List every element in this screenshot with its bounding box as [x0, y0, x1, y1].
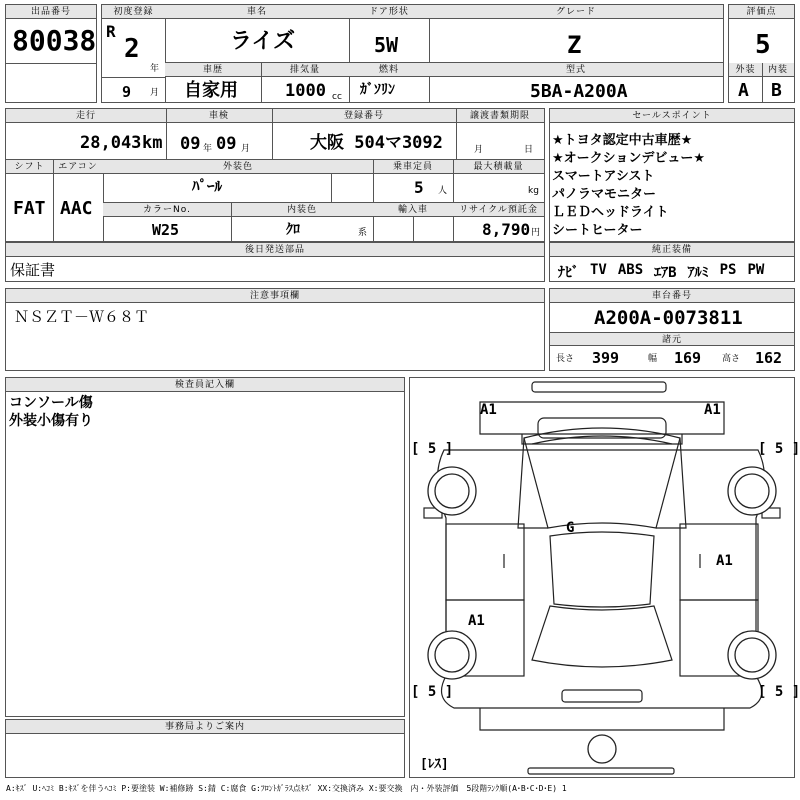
interior-color: ｸﾛ: [286, 222, 300, 238]
month-unit: 月: [150, 88, 160, 98]
import-label: 輸入車: [373, 203, 453, 217]
max-load-label: 最大積載量: [453, 160, 544, 174]
equipment-item: ﾅﾋﾞ: [558, 265, 579, 281]
chassis-label: 車台番号: [550, 289, 794, 303]
inspection-month-unit: 月: [241, 144, 251, 154]
selling-point: シートヒーター: [552, 223, 643, 238]
selling-point: ★トヨタ認定中古車歴★: [552, 133, 693, 148]
equipment-item: ｱﾙﾐ: [687, 265, 709, 281]
history: 自家用: [184, 80, 238, 101]
fuel: ｶﾞｿﾘﾝ: [360, 82, 395, 98]
first-reg-year: 2: [124, 34, 140, 64]
score-label: 評価点: [729, 5, 794, 19]
displacement: 1000: [285, 81, 326, 101]
spare-tire-score: [ﾚｽ]: [420, 757, 449, 772]
displacement-label: 排気量: [261, 63, 349, 77]
equipment-item: ｴｱB: [654, 265, 677, 281]
transfer-deadline-label: 譲渡書類期限: [456, 109, 544, 123]
lot-number-box: [5, 4, 97, 103]
aircon-label: エアコン: [53, 160, 103, 174]
inspector-box: [5, 377, 405, 717]
exterior-grade-label: 外装: [729, 63, 762, 77]
door-type: 5W: [374, 33, 399, 57]
chassis-number: A200A-0073811: [594, 307, 743, 329]
exterior-grade: A: [738, 80, 749, 101]
tire-score-front-right: [ 5 ]: [758, 441, 800, 457]
recycle-fee: 8,790: [482, 220, 531, 239]
capacity-label: 乗車定員: [373, 160, 453, 174]
later-parts-box: [5, 242, 545, 282]
mileage-unit: km: [142, 133, 163, 153]
interior-grade: B: [771, 80, 782, 101]
length-label: 長さ: [556, 354, 575, 364]
score-box: [728, 4, 795, 103]
inspector-note: コンソール傷: [9, 395, 93, 411]
inspection-year-unit: 年: [203, 144, 213, 154]
equipment-item: PS: [719, 262, 737, 278]
inspection-month: 09: [216, 134, 237, 154]
damage-mark-windshield: G: [566, 520, 575, 536]
plate-number: 大阪 504マ3092: [310, 133, 443, 153]
car-diagram: [410, 378, 794, 777]
inspection-label: 車検: [166, 109, 272, 123]
tire-score-rear-right: [ 5 ]: [758, 684, 800, 700]
car-diagram-box: [409, 377, 800, 778]
plate-label: 登録番号: [272, 109, 456, 123]
later-parts-label: 後日発送部品: [6, 243, 544, 257]
genuine-equipment-list: [558, 262, 764, 282]
color-no: W25: [152, 221, 180, 239]
damage-mark-front-left: A1: [480, 402, 497, 418]
selling-point: スマートアシスト: [552, 169, 655, 184]
specs-label: 諸元: [550, 332, 794, 346]
mileage: 28,043: [80, 133, 142, 153]
genuine-equipment-box: [549, 242, 795, 282]
equipment-item: TV: [590, 262, 607, 278]
lot-number: 80038: [12, 24, 97, 57]
office-box: [5, 719, 405, 778]
exterior-color: ﾊﾟｰﾙ: [192, 177, 223, 195]
recycle-unit: 円: [531, 228, 541, 238]
details-box: [5, 108, 545, 242]
damage-mark-left-rear: A1: [468, 613, 485, 629]
car-name: ライズ: [230, 29, 296, 54]
model: 5BA-A200A: [530, 81, 628, 102]
fuel-label: 燃料: [349, 63, 429, 77]
length: 399: [592, 349, 620, 367]
first-reg-era: R: [106, 22, 116, 41]
notes: ＮＳＺＴ－Ｗ６８Ｔ: [14, 308, 150, 326]
height-label: 高さ: [722, 354, 741, 364]
width-label: 幅: [648, 354, 658, 364]
lot-number-label: 出品番号: [6, 5, 96, 19]
model-label: 型式: [429, 63, 723, 77]
selling-point: パノラマモニター: [552, 187, 657, 202]
interior-color-unit: 系: [358, 228, 368, 238]
width: 169: [674, 349, 702, 367]
damage-mark-right-door: A1: [716, 553, 733, 569]
mileage-label: 走行: [6, 109, 166, 123]
recycle-label: リサイクル預託金: [453, 203, 544, 217]
selling-point: ＬＥＤヘッドライト: [552, 205, 669, 220]
selling-points-box: [549, 108, 795, 242]
history-label: 車歴: [165, 63, 261, 77]
exterior-color-label: 外装色: [103, 160, 373, 174]
office-label: 事務局よりご案内: [6, 720, 404, 734]
shift: FAT: [13, 198, 46, 219]
equipment-item: ABS: [617, 262, 644, 278]
color-no-label: カラーNo.: [103, 203, 231, 217]
transfer-day-unit: 日: [524, 145, 534, 155]
tire-score-rear-left: [ 5 ]: [411, 684, 454, 700]
interior-grade-label: 内装: [762, 63, 794, 77]
first-reg-month: 9: [122, 83, 132, 101]
first-reg-label: 初度登録: [102, 5, 165, 19]
selling-points-list: [552, 132, 705, 240]
equipment-item: PW: [747, 262, 765, 278]
inspection-year: 09: [180, 134, 201, 154]
inspector-note: 外装小傷有り: [9, 413, 93, 429]
car-name-label: 車名: [165, 5, 349, 19]
vehicle-header-box: [101, 4, 724, 103]
cc-unit: cc: [332, 92, 342, 102]
shift-label: シフト: [6, 160, 53, 174]
capacity-unit: 人: [438, 186, 448, 196]
door-label: ドア形状: [349, 5, 429, 19]
max-load-unit: kg: [528, 186, 539, 196]
notes-label: 注意事項欄: [6, 289, 544, 303]
grade: Z: [567, 31, 582, 59]
chassis-box: [549, 288, 795, 371]
selling-point: ★オークションデビュー★: [552, 151, 706, 166]
notes-box: [5, 288, 545, 371]
legend: A:ｷｽﾞ U:ﾍｺﾐ B:ｷｽﾞを伴うﾍｺﾐ P:要塗装 W:補修跡 S:錆 C:腐食 G:ﾌﾛﾝﾄｶﾞﾗｽ点ｷｽﾞ XX:交換済み X:要交換 内・外装評価 5段階ﾗﾝｸ順(A･B･C･D･E) 1: [6, 784, 567, 793]
height: 162: [755, 349, 783, 367]
damage-mark-front-right: A1: [704, 402, 721, 418]
inspector-label: 検査員記入欄: [6, 378, 404, 392]
grade-label: グレード: [429, 5, 723, 19]
capacity: 5: [414, 178, 424, 197]
interior-color-label: 内装色: [231, 203, 373, 217]
transfer-month-unit: 月: [474, 145, 484, 155]
selling-points-label: セールスポイント: [550, 109, 794, 123]
overall-score: 5: [755, 30, 771, 60]
tire-score-front-left: [ 5 ]: [411, 441, 454, 457]
later-parts: 保証書: [10, 261, 56, 279]
aircon: AAC: [60, 198, 93, 219]
genuine-equipment-label: 純正装備: [550, 243, 794, 257]
year-unit: 年: [150, 64, 160, 74]
